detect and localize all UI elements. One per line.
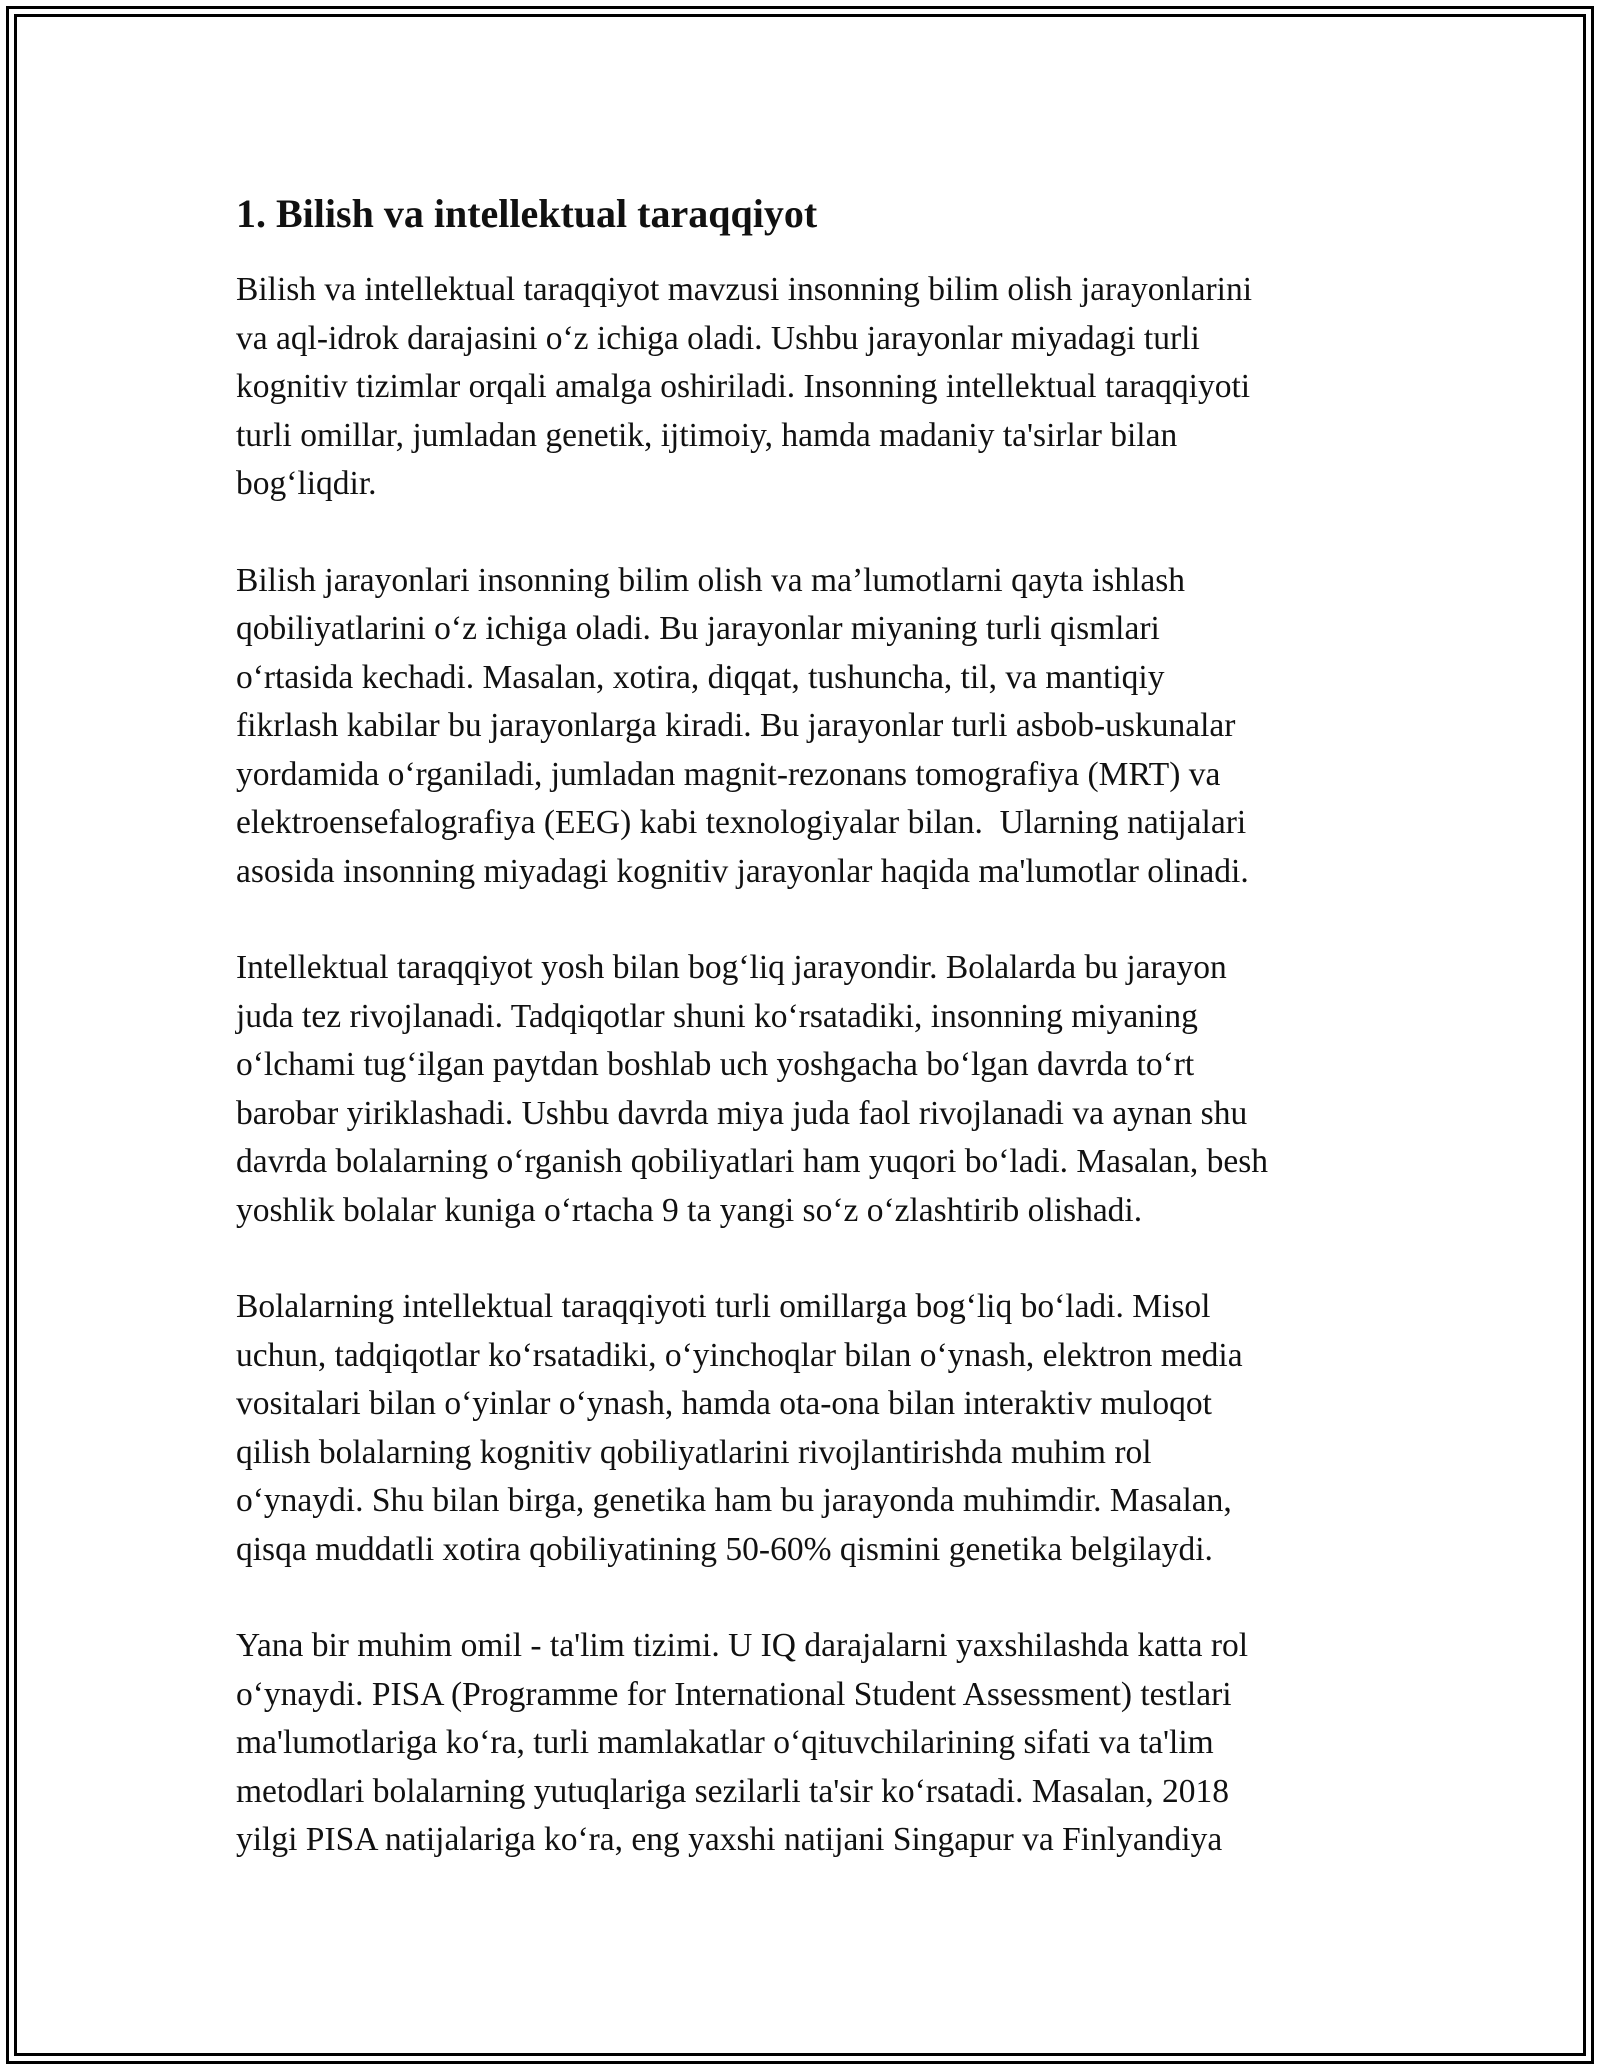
text-line: yoshlik bolalar kuniga o‘rtacha 9 ta yangi so‘z o‘zlashtirib olishadi. — [236, 1191, 1143, 1229]
text-line: o‘ynaydi. Shu bilan birga, genetika ham bu jarayonda muhimdir. Masalan, — [236, 1482, 1232, 1519]
text-line: o‘lchami tug‘ilgan paytdan boshlab uch yoshgacha bo‘lgan davrda to‘rt — [236, 1046, 1195, 1083]
text-line: va aql-idrok darajasini o‘z ichiga oladi. Ushbu jarayonlar miyadagi turli — [236, 319, 1200, 357]
text-line: Bolalarning intellektual taraqqiyoti turli omillarga bog‘liq bo‘ladi. Misol — [236, 1288, 1211, 1325]
text-line: o‘rtasida kechadi. Masalan, xotira, diqqat, tushuncha, til, va mantiqiy — [236, 658, 1165, 696]
section-title: 1. Bilish va intellektual taraqqiyot — [236, 191, 818, 236]
text-line: fikrlash kabilar bu jarayonlarga kiradi. Bu jarayonlar turli asbob-uskunalar — [236, 707, 1236, 744]
text-line: elektroensefalografiya (EEG) kabi texnologiyalar bilan. Ularning natijalari — [236, 804, 1247, 841]
text-line: Yana bir muhim omil - ta'lim tizimi. U IQ darajalarni yaxshilashda katta rol — [236, 1627, 1249, 1664]
text-line: bog‘liqdir. — [236, 465, 377, 502]
text-line: kognitiv tizimlar orqali amalga oshiriladi. Insonning intellektual taraqqiyoti — [236, 368, 1251, 405]
text-line: davrda bolalarning o‘rganish qobiliyatlari ham yuqori bo‘ladi. Masalan, besh — [236, 1143, 1269, 1180]
text-line: turli omillar, jumladan genetik, ijtimoiy, hamda madaniy ta'sirlar bilan — [236, 416, 1178, 454]
text-line: Intellektual taraqqiyot yosh bilan bog‘liq jarayondir. Bolalarda bu jarayon — [236, 949, 1227, 986]
text-line: barobar yiriklashadi. Ushbu davrda miya juda faol rivojlanadi va aynan shu — [236, 1094, 1248, 1132]
paragraph — [236, 266, 1386, 509]
document-page — [236, 188, 1386, 1913]
text-line: ma'lumotlariga ko‘ra, turli mamlakatlar o‘qituvchilarining sifati va ta'lim — [236, 1724, 1214, 1761]
text-line: metodlari bolalarning yutuqlariga sezilarli ta'sir ko‘rsatadi. Masalan, 2018 — [236, 1772, 1230, 1810]
paragraph — [236, 944, 1386, 1235]
text-line: yilgi PISA natijalariga ko‘ra, eng yaxshi natijani Singapur va Finlyandiya — [236, 1821, 1223, 1858]
document-body — [236, 266, 1386, 1865]
paragraph — [236, 1622, 1386, 1865]
text-line: vositalari bilan o‘yinlar o‘ynash, hamda ota-ona bilan interaktiv muloqot — [236, 1385, 1212, 1422]
text-line: qilish bolalarning kognitiv qobiliyatlarini rivojlantirishda muhim rol — [236, 1433, 1152, 1471]
text-line: o‘ynaydi. PISA (Programme for International Student Assessment) testlari — [236, 1675, 1232, 1713]
text-line: uchun, tadqiqotlar ko‘rsatadiki, o‘yinchoqlar bilan o‘ynash, elektron media — [236, 1336, 1243, 1374]
text-line: qisqa muddatli xotira qobiliyatining 50-60% qismini genetika belgilaydi. — [236, 1530, 1213, 1568]
paragraph — [236, 1283, 1386, 1574]
text-line: yordamida o‘rganiladi, jumladan magnit-rezonans tomografiya (MRT) va — [236, 755, 1221, 793]
text-line: asosida insonning miyadagi kognitiv jarayonlar haqida ma'lumotlar olinadi. — [236, 852, 1249, 890]
text-line: juda tez rivojlanadi. Tadqiqotlar shuni ko‘rsatadiki, insonning miyaning — [236, 997, 1198, 1035]
paragraph — [236, 557, 1386, 897]
text-line: Bilish jarayonlari insonning bilim olish va ma’lumotlarni qayta ishlash — [236, 561, 1186, 599]
text-line: qobiliyatlarini o‘z ichiga oladi. Bu jarayonlar miyaning turli qismlari — [236, 610, 1160, 647]
text-line: Bilish va intellektual taraqqiyot mavzusi insonning bilim olish jarayonlarini — [236, 271, 1253, 308]
